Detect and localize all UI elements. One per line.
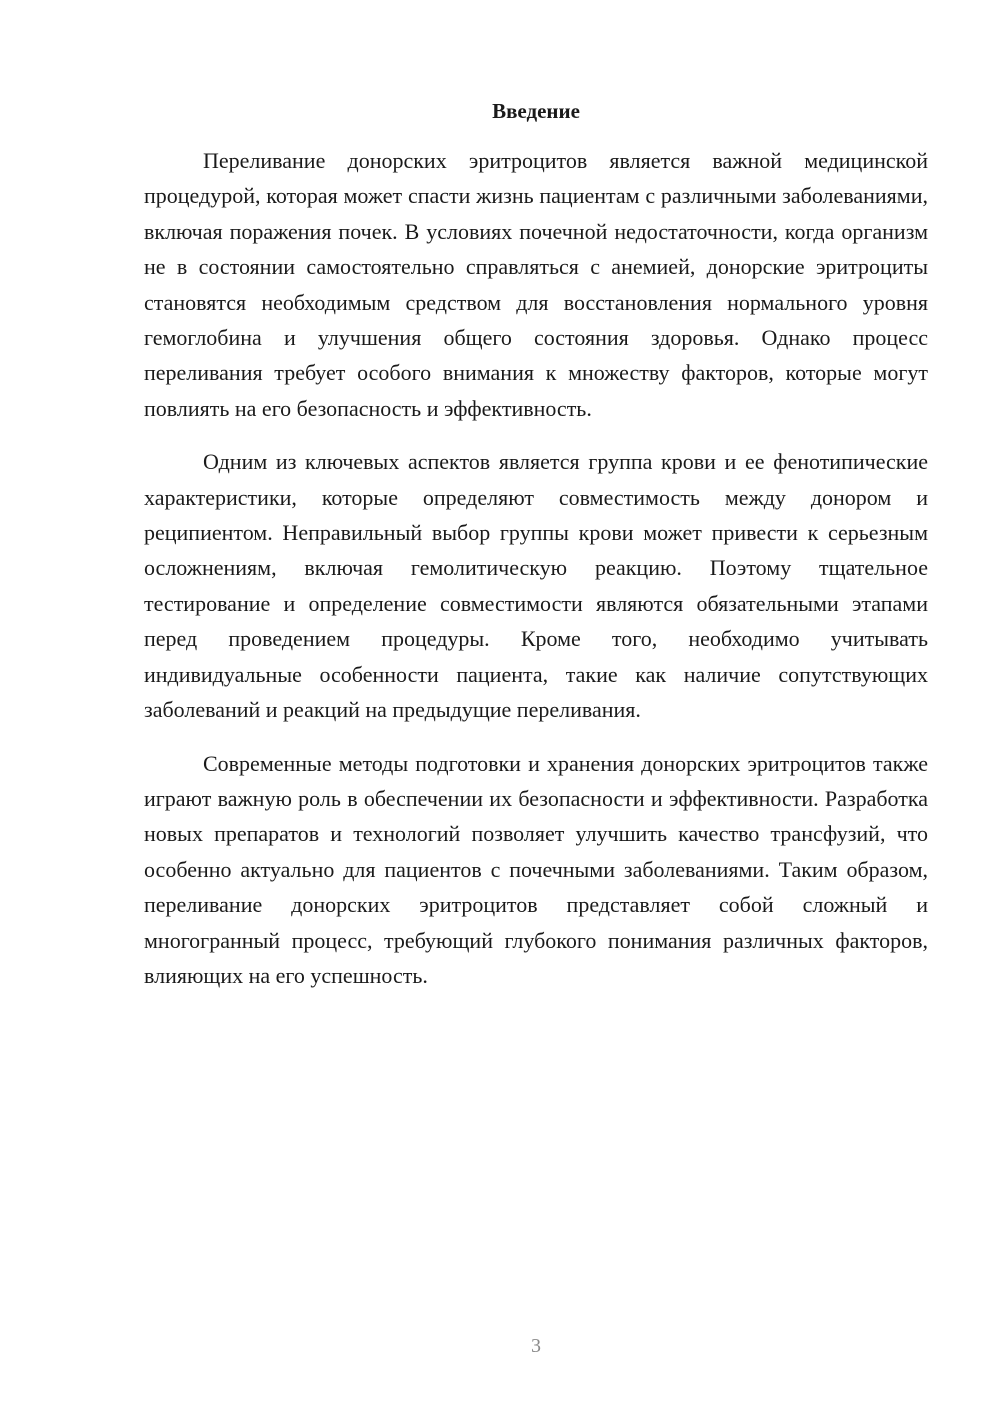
paragraph-1: Переливание донорских эритроцитов является важной медицинской процедурой, которая может спасти жизнь пациентам с различными заболеваниями, включая поражения почек. В условиях почечной недостаточности, когда организм не в состоянии самостоятельно справляться с анемией, донорские эритроциты становятся необходимым средством для восстановления нормального уровня гемоглобина и улучшения общего состояния здоровья. Однако процесс переливания требует особого внимания к множеству факторов, которые могут повлиять на его безопасность и эффективность. [144,148,928,421]
page-number: 3 [531,1335,541,1357]
paragraph-2: Одним из ключевых аспектов является группа крови и ее фенотипические характеристики, которые определяют совместимость между донором и реципиентом. Неправильный выбор группы крови может привести к серьезным осложнениям, включая гемолитическую реакцию. Поэтому тщательное тестирование и определение совместимости являются обязательными этапами перед проведением процедуры. Кроме того, необходимо учитывать индивидуальные особенности пациента, такие как наличие сопутствующих заболеваний и реакций на предыдущие переливания. [144,449,928,723]
paragraph-3: Современные методы подготовки и хранения донорских эритроцитов также играют важную роль в обеспечении их безопасности и эффективности. Разработка новых препаратов и технологий позволяет улучшить качество трансфузий, что особенно актуально для пациентов с почечными заболеваниями. Таким образом, переливание донорских эритроцитов представляет собой сложный и многогранный процесс, требующий глубокого понимания различных факторов, влияющих на его успешность. [144,750,928,988]
document-body [144,143,928,1011]
section-title: Введение [492,99,580,123]
